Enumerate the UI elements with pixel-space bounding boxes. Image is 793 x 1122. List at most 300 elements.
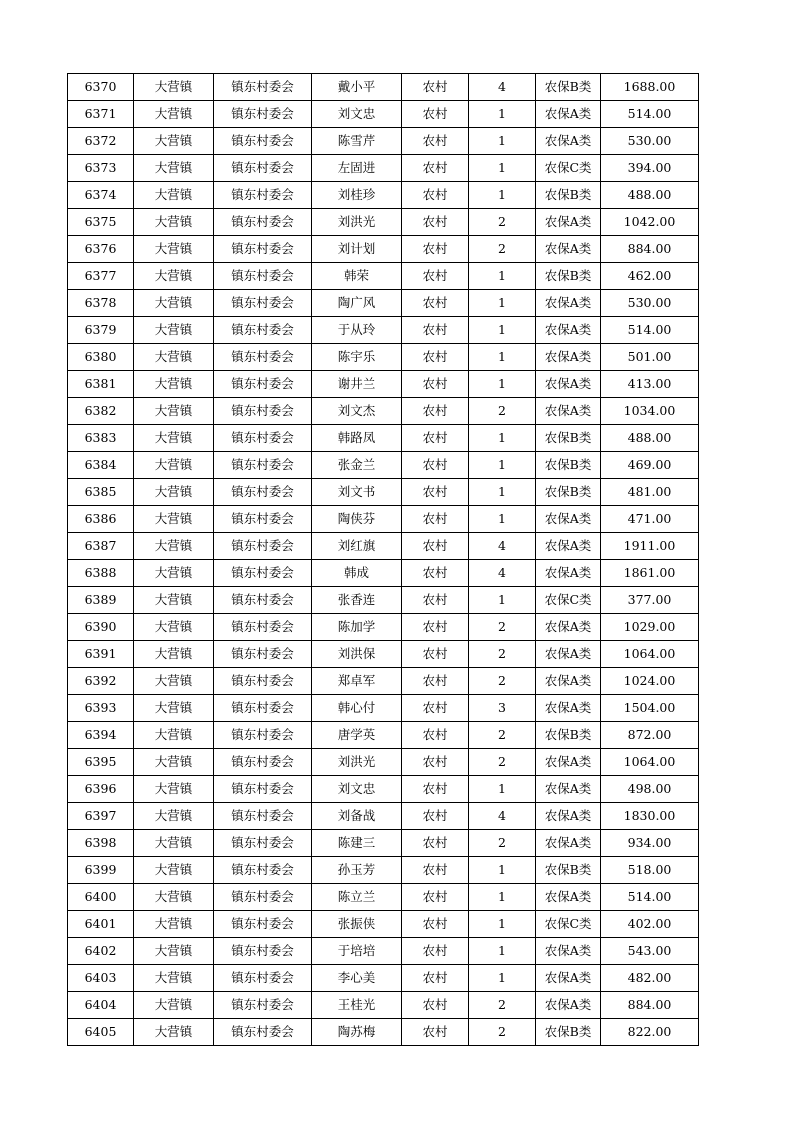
serial-number-cell: 6402 [68, 938, 134, 965]
area-type-cell: 农村 [402, 965, 469, 992]
name-cell: 刘文杰 [312, 398, 402, 425]
village-committee-cell: 镇东村委会 [214, 452, 312, 479]
area-type-cell: 农村 [402, 506, 469, 533]
town-cell: 大营镇 [134, 479, 214, 506]
area-type-cell: 农村 [402, 722, 469, 749]
amount-cell: 1064.00 [601, 641, 699, 668]
insurance-class-cell: 农保C类 [536, 911, 601, 938]
village-committee-cell: 镇东村委会 [214, 560, 312, 587]
household-size-cell: 2 [469, 830, 536, 857]
amount-cell: 1034.00 [601, 398, 699, 425]
table-row [68, 560, 699, 587]
town-cell: 大营镇 [134, 209, 214, 236]
insurance-class-cell: 农保A类 [536, 101, 601, 128]
table-row [68, 128, 699, 155]
town-cell: 大营镇 [134, 938, 214, 965]
household-size-cell: 1 [469, 263, 536, 290]
insurance-class-cell: 农保B类 [536, 182, 601, 209]
insurance-class-cell: 农保A类 [536, 209, 601, 236]
table-row [68, 587, 699, 614]
town-cell: 大营镇 [134, 74, 214, 101]
table-row [68, 830, 699, 857]
town-cell: 大营镇 [134, 641, 214, 668]
name-cell: 唐学英 [312, 722, 402, 749]
serial-number-cell: 6404 [68, 992, 134, 1019]
area-type-cell: 农村 [402, 452, 469, 479]
household-size-cell: 1 [469, 155, 536, 182]
area-type-cell: 农村 [402, 209, 469, 236]
name-cell: 韩荣 [312, 263, 402, 290]
insurance-class-cell: 农保A类 [536, 290, 601, 317]
household-size-cell: 1 [469, 425, 536, 452]
name-cell: 刘计划 [312, 236, 402, 263]
town-cell: 大营镇 [134, 803, 214, 830]
insurance-class-cell: 农保A类 [536, 371, 601, 398]
table-row [68, 371, 699, 398]
name-cell: 左固进 [312, 155, 402, 182]
village-committee-cell: 镇东村委会 [214, 668, 312, 695]
town-cell: 大营镇 [134, 722, 214, 749]
insurance-class-cell: 农保A类 [536, 938, 601, 965]
name-cell: 陶侠芬 [312, 506, 402, 533]
household-size-cell: 2 [469, 1019, 536, 1046]
village-committee-cell: 镇东村委会 [214, 506, 312, 533]
serial-number-cell: 6376 [68, 236, 134, 263]
amount-cell: 394.00 [601, 155, 699, 182]
serial-number-cell: 6379 [68, 317, 134, 344]
village-committee-cell: 镇东村委会 [214, 317, 312, 344]
name-cell: 刘文忠 [312, 776, 402, 803]
insurance-class-cell: 农保A类 [536, 830, 601, 857]
amount-cell: 501.00 [601, 344, 699, 371]
serial-number-cell: 6385 [68, 479, 134, 506]
amount-cell: 514.00 [601, 884, 699, 911]
household-size-cell: 1 [469, 182, 536, 209]
town-cell: 大营镇 [134, 290, 214, 317]
table-row [68, 506, 699, 533]
town-cell: 大营镇 [134, 371, 214, 398]
town-cell: 大营镇 [134, 614, 214, 641]
village-committee-cell: 镇东村委会 [214, 1019, 312, 1046]
name-cell: 张振侠 [312, 911, 402, 938]
table-row [68, 263, 699, 290]
insurance-class-cell: 农保B类 [536, 263, 601, 290]
table-body [68, 74, 699, 1046]
town-cell: 大营镇 [134, 101, 214, 128]
amount-cell: 1024.00 [601, 668, 699, 695]
serial-number-cell: 6392 [68, 668, 134, 695]
town-cell: 大营镇 [134, 128, 214, 155]
village-committee-cell: 镇东村委会 [214, 398, 312, 425]
amount-cell: 1042.00 [601, 209, 699, 236]
amount-cell: 1830.00 [601, 803, 699, 830]
serial-number-cell: 6373 [68, 155, 134, 182]
area-type-cell: 农村 [402, 317, 469, 344]
table-row [68, 614, 699, 641]
village-committee-cell: 镇东村委会 [214, 614, 312, 641]
household-size-cell: 1 [469, 317, 536, 344]
table-row [68, 857, 699, 884]
household-size-cell: 3 [469, 695, 536, 722]
insurance-class-cell: 农保A类 [536, 992, 601, 1019]
serial-number-cell: 6393 [68, 695, 134, 722]
name-cell: 陈雪芹 [312, 128, 402, 155]
village-committee-cell: 镇东村委会 [214, 938, 312, 965]
amount-cell: 402.00 [601, 911, 699, 938]
insurance-class-cell: 农保A类 [536, 776, 601, 803]
serial-number-cell: 6375 [68, 209, 134, 236]
village-committee-cell: 镇东村委会 [214, 587, 312, 614]
serial-number-cell: 6401 [68, 911, 134, 938]
insurance-class-cell: 农保B类 [536, 74, 601, 101]
roster-table [67, 73, 699, 1046]
table-row [68, 938, 699, 965]
area-type-cell: 农村 [402, 560, 469, 587]
household-size-cell: 1 [469, 452, 536, 479]
town-cell: 大营镇 [134, 560, 214, 587]
amount-cell: 488.00 [601, 182, 699, 209]
household-size-cell: 2 [469, 668, 536, 695]
insurance-class-cell: 农保A类 [536, 695, 601, 722]
village-committee-cell: 镇东村委会 [214, 722, 312, 749]
amount-cell: 518.00 [601, 857, 699, 884]
table-row [68, 749, 699, 776]
table-row [68, 452, 699, 479]
area-type-cell: 农村 [402, 155, 469, 182]
household-size-cell: 2 [469, 614, 536, 641]
area-type-cell: 农村 [402, 938, 469, 965]
amount-cell: 884.00 [601, 236, 699, 263]
name-cell: 韩心付 [312, 695, 402, 722]
name-cell: 刘桂珍 [312, 182, 402, 209]
household-size-cell: 1 [469, 479, 536, 506]
name-cell: 戴小平 [312, 74, 402, 101]
insurance-class-cell: 农保C类 [536, 587, 601, 614]
table-row [68, 803, 699, 830]
amount-cell: 884.00 [601, 992, 699, 1019]
insurance-class-cell: 农保A类 [536, 614, 601, 641]
area-type-cell: 农村 [402, 911, 469, 938]
name-cell: 郑卓军 [312, 668, 402, 695]
insurance-class-cell: 农保A类 [536, 398, 601, 425]
village-committee-cell: 镇东村委会 [214, 749, 312, 776]
table-row [68, 668, 699, 695]
name-cell: 于从玲 [312, 317, 402, 344]
table-row [68, 155, 699, 182]
table-row [68, 317, 699, 344]
table-row [68, 290, 699, 317]
amount-cell: 822.00 [601, 1019, 699, 1046]
serial-number-cell: 6395 [68, 749, 134, 776]
name-cell: 刘红旗 [312, 533, 402, 560]
insurance-class-cell: 农保B类 [536, 425, 601, 452]
insurance-class-cell: 农保B类 [536, 1019, 601, 1046]
insurance-class-cell: 农保A类 [536, 128, 601, 155]
amount-cell: 471.00 [601, 506, 699, 533]
amount-cell: 481.00 [601, 479, 699, 506]
household-size-cell: 4 [469, 560, 536, 587]
name-cell: 刘洪光 [312, 209, 402, 236]
household-size-cell: 1 [469, 371, 536, 398]
household-size-cell: 4 [469, 533, 536, 560]
household-size-cell: 4 [469, 74, 536, 101]
insurance-class-cell: 农保A类 [536, 317, 601, 344]
insurance-class-cell: 农保A类 [536, 641, 601, 668]
table-row [68, 236, 699, 263]
name-cell: 张金兰 [312, 452, 402, 479]
household-size-cell: 1 [469, 911, 536, 938]
household-size-cell: 1 [469, 344, 536, 371]
table-row [68, 965, 699, 992]
name-cell: 刘洪保 [312, 641, 402, 668]
insurance-class-cell: 农保A类 [536, 749, 601, 776]
table-row [68, 182, 699, 209]
table-row [68, 1019, 699, 1046]
town-cell: 大营镇 [134, 776, 214, 803]
serial-number-cell: 6371 [68, 101, 134, 128]
amount-cell: 543.00 [601, 938, 699, 965]
amount-cell: 413.00 [601, 371, 699, 398]
area-type-cell: 农村 [402, 128, 469, 155]
insurance-class-cell: 农保A类 [536, 884, 601, 911]
town-cell: 大营镇 [134, 533, 214, 560]
amount-cell: 469.00 [601, 452, 699, 479]
area-type-cell: 农村 [402, 371, 469, 398]
table-row [68, 884, 699, 911]
village-committee-cell: 镇东村委会 [214, 344, 312, 371]
amount-cell: 1029.00 [601, 614, 699, 641]
amount-cell: 934.00 [601, 830, 699, 857]
serial-number-cell: 6380 [68, 344, 134, 371]
village-committee-cell: 镇东村委会 [214, 992, 312, 1019]
name-cell: 陈建三 [312, 830, 402, 857]
area-type-cell: 农村 [402, 1019, 469, 1046]
name-cell: 陈宇乐 [312, 344, 402, 371]
area-type-cell: 农村 [402, 776, 469, 803]
name-cell: 陶广风 [312, 290, 402, 317]
name-cell: 张香连 [312, 587, 402, 614]
name-cell: 王桂光 [312, 992, 402, 1019]
amount-cell: 514.00 [601, 101, 699, 128]
serial-number-cell: 6383 [68, 425, 134, 452]
area-type-cell: 农村 [402, 74, 469, 101]
area-type-cell: 农村 [402, 263, 469, 290]
household-size-cell: 1 [469, 884, 536, 911]
table-row [68, 911, 699, 938]
household-size-cell: 1 [469, 857, 536, 884]
area-type-cell: 农村 [402, 533, 469, 560]
serial-number-cell: 6398 [68, 830, 134, 857]
name-cell: 刘备战 [312, 803, 402, 830]
area-type-cell: 农村 [402, 749, 469, 776]
serial-number-cell: 6386 [68, 506, 134, 533]
insurance-class-cell: 农保A类 [536, 344, 601, 371]
area-type-cell: 农村 [402, 884, 469, 911]
amount-cell: 872.00 [601, 722, 699, 749]
amount-cell: 530.00 [601, 128, 699, 155]
insurance-class-cell: 农保C类 [536, 155, 601, 182]
village-committee-cell: 镇东村委会 [214, 803, 312, 830]
name-cell: 陈立兰 [312, 884, 402, 911]
village-committee-cell: 镇东村委会 [214, 911, 312, 938]
name-cell: 孙玉芳 [312, 857, 402, 884]
area-type-cell: 农村 [402, 641, 469, 668]
insurance-class-cell: 农保B类 [536, 479, 601, 506]
village-committee-cell: 镇东村委会 [214, 155, 312, 182]
town-cell: 大营镇 [134, 749, 214, 776]
serial-number-cell: 6396 [68, 776, 134, 803]
household-size-cell: 2 [469, 641, 536, 668]
name-cell: 李心美 [312, 965, 402, 992]
serial-number-cell: 6405 [68, 1019, 134, 1046]
amount-cell: 1504.00 [601, 695, 699, 722]
town-cell: 大营镇 [134, 830, 214, 857]
town-cell: 大营镇 [134, 398, 214, 425]
area-type-cell: 农村 [402, 344, 469, 371]
insurance-class-cell: 农保A类 [536, 668, 601, 695]
table-row [68, 992, 699, 1019]
village-committee-cell: 镇东村委会 [214, 290, 312, 317]
household-size-cell: 1 [469, 938, 536, 965]
serial-number-cell: 6388 [68, 560, 134, 587]
household-size-cell: 2 [469, 992, 536, 1019]
town-cell: 大营镇 [134, 182, 214, 209]
village-committee-cell: 镇东村委会 [214, 641, 312, 668]
town-cell: 大营镇 [134, 695, 214, 722]
serial-number-cell: 6389 [68, 587, 134, 614]
village-committee-cell: 镇东村委会 [214, 695, 312, 722]
area-type-cell: 农村 [402, 425, 469, 452]
serial-number-cell: 6377 [68, 263, 134, 290]
village-committee-cell: 镇东村委会 [214, 371, 312, 398]
amount-cell: 1861.00 [601, 560, 699, 587]
insurance-class-cell: 农保B类 [536, 857, 601, 884]
amount-cell: 462.00 [601, 263, 699, 290]
town-cell: 大营镇 [134, 668, 214, 695]
village-committee-cell: 镇东村委会 [214, 479, 312, 506]
serial-number-cell: 6372 [68, 128, 134, 155]
amount-cell: 488.00 [601, 425, 699, 452]
town-cell: 大营镇 [134, 506, 214, 533]
serial-number-cell: 6374 [68, 182, 134, 209]
area-type-cell: 农村 [402, 587, 469, 614]
town-cell: 大营镇 [134, 317, 214, 344]
insurance-class-cell: 农保A类 [536, 533, 601, 560]
village-committee-cell: 镇东村委会 [214, 263, 312, 290]
insurance-class-cell: 农保A类 [536, 236, 601, 263]
amount-cell: 377.00 [601, 587, 699, 614]
village-committee-cell: 镇东村委会 [214, 182, 312, 209]
table-row [68, 101, 699, 128]
serial-number-cell: 6403 [68, 965, 134, 992]
serial-number-cell: 6391 [68, 641, 134, 668]
household-size-cell: 1 [469, 506, 536, 533]
town-cell: 大营镇 [134, 965, 214, 992]
household-size-cell: 1 [469, 290, 536, 317]
insurance-class-cell: 农保B类 [536, 452, 601, 479]
area-type-cell: 农村 [402, 830, 469, 857]
town-cell: 大营镇 [134, 344, 214, 371]
household-size-cell: 1 [469, 128, 536, 155]
area-type-cell: 农村 [402, 992, 469, 1019]
table-row [68, 776, 699, 803]
area-type-cell: 农村 [402, 479, 469, 506]
town-cell: 大营镇 [134, 884, 214, 911]
insurance-class-cell: 农保A类 [536, 965, 601, 992]
village-committee-cell: 镇东村委会 [214, 965, 312, 992]
village-committee-cell: 镇东村委会 [214, 533, 312, 560]
amount-cell: 1064.00 [601, 749, 699, 776]
town-cell: 大营镇 [134, 857, 214, 884]
village-committee-cell: 镇东村委会 [214, 884, 312, 911]
insurance-class-cell: 农保A类 [536, 803, 601, 830]
amount-cell: 498.00 [601, 776, 699, 803]
village-committee-cell: 镇东村委会 [214, 128, 312, 155]
household-size-cell: 1 [469, 101, 536, 128]
village-committee-cell: 镇东村委会 [214, 74, 312, 101]
amount-cell: 530.00 [601, 290, 699, 317]
household-size-cell: 1 [469, 587, 536, 614]
name-cell: 陶苏梅 [312, 1019, 402, 1046]
area-type-cell: 农村 [402, 668, 469, 695]
table-row [68, 641, 699, 668]
household-size-cell: 1 [469, 965, 536, 992]
table-row [68, 74, 699, 101]
household-size-cell: 2 [469, 722, 536, 749]
table-row [68, 344, 699, 371]
area-type-cell: 农村 [402, 236, 469, 263]
serial-number-cell: 6384 [68, 452, 134, 479]
serial-number-cell: 6382 [68, 398, 134, 425]
serial-number-cell: 6394 [68, 722, 134, 749]
area-type-cell: 农村 [402, 614, 469, 641]
area-type-cell: 农村 [402, 803, 469, 830]
amount-cell: 1688.00 [601, 74, 699, 101]
town-cell: 大营镇 [134, 452, 214, 479]
serial-number-cell: 6381 [68, 371, 134, 398]
household-size-cell: 2 [469, 749, 536, 776]
village-committee-cell: 镇东村委会 [214, 101, 312, 128]
amount-cell: 1911.00 [601, 533, 699, 560]
name-cell: 韩路凤 [312, 425, 402, 452]
household-size-cell: 2 [469, 209, 536, 236]
serial-number-cell: 6390 [68, 614, 134, 641]
serial-number-cell: 6370 [68, 74, 134, 101]
area-type-cell: 农村 [402, 398, 469, 425]
name-cell: 刘文书 [312, 479, 402, 506]
serial-number-cell: 6387 [68, 533, 134, 560]
serial-number-cell: 6378 [68, 290, 134, 317]
table-row [68, 209, 699, 236]
village-committee-cell: 镇东村委会 [214, 209, 312, 236]
table-row [68, 722, 699, 749]
serial-number-cell: 6397 [68, 803, 134, 830]
table-row [68, 695, 699, 722]
name-cell: 韩成 [312, 560, 402, 587]
table-row [68, 425, 699, 452]
household-size-cell: 2 [469, 398, 536, 425]
amount-cell: 482.00 [601, 965, 699, 992]
table-row [68, 533, 699, 560]
name-cell: 谢井兰 [312, 371, 402, 398]
area-type-cell: 农村 [402, 101, 469, 128]
town-cell: 大营镇 [134, 992, 214, 1019]
serial-number-cell: 6400 [68, 884, 134, 911]
table-row [68, 398, 699, 425]
town-cell: 大营镇 [134, 911, 214, 938]
village-committee-cell: 镇东村委会 [214, 776, 312, 803]
village-committee-cell: 镇东村委会 [214, 236, 312, 263]
